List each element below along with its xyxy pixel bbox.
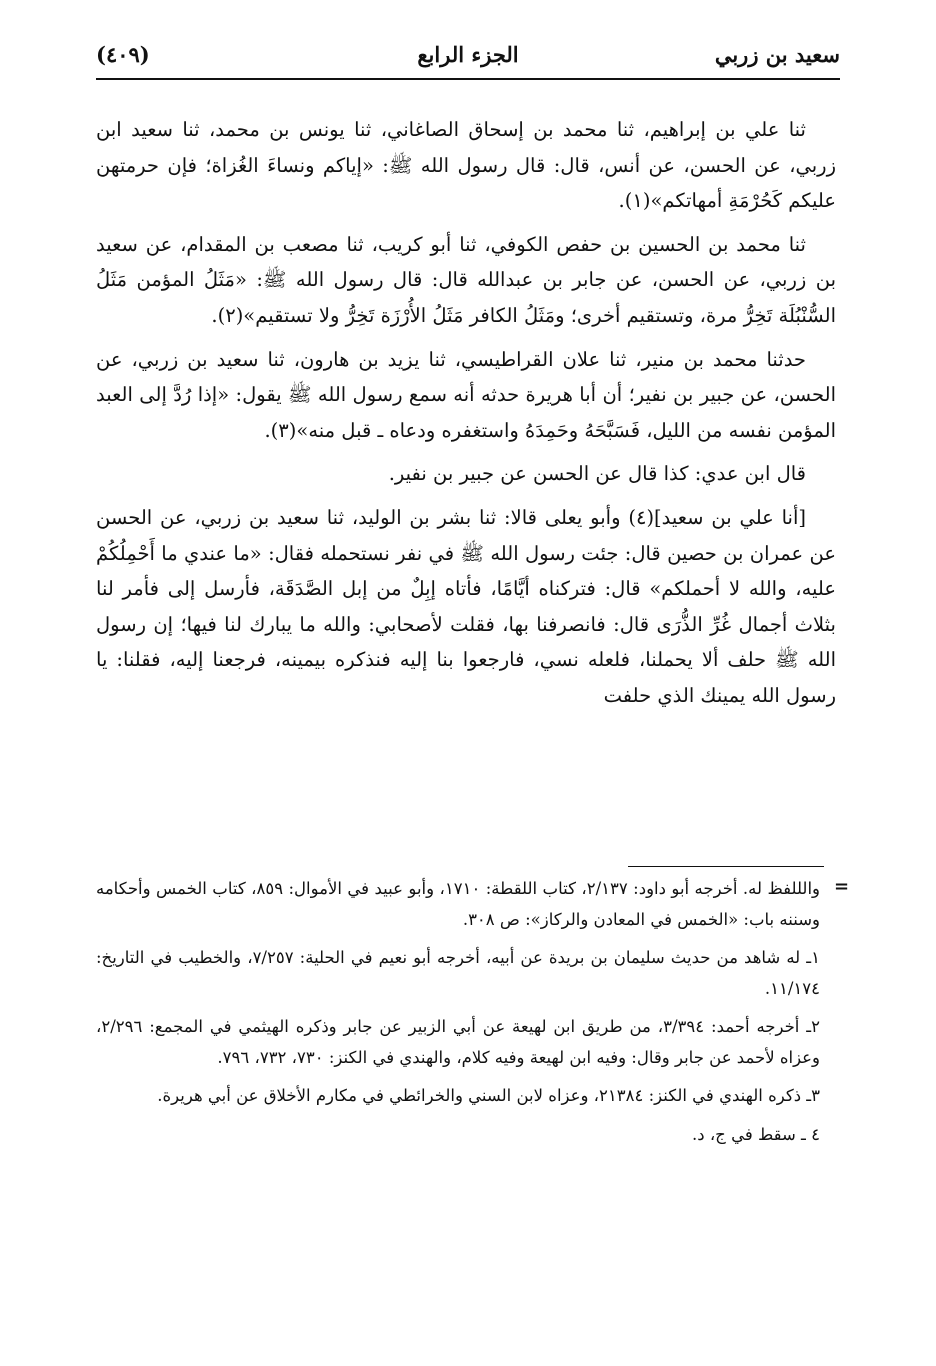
footnote: ٣ـ ذكره الهندي في الكنز: ٢١٣٨٤، وعزاه لابن السني والخرائطي في مكارم الأخلاق عن أبي هريرة. [157,1086,820,1105]
running-title: سعيد بن زربي [714,42,840,67]
footnote: ٤ ـ سقط في ج، د. [692,1124,820,1144]
footnote: ١ـ له شاهد من حديث سليمان بن بريدة عن أبيه، أخرجه أبو نعيم في الحلية: ٧/٢٥٧، والخطيب في التاريخ: ١١/١٧٤. [96,948,820,998]
volume-title: الجزء الرابع [417,42,519,67]
page-header [96,40,840,76]
page-number: (٤٠٩) [96,42,150,67]
main-text [96,112,836,722]
footnote: والللفظ له. أخرجه أبو داود: ٢/١٣٧، كتاب اللقطة: ١٧١٠، وأبو عبيد في الأموال: ٨٥٩، كتاب الخمس وأحكامه وسننه باب: «الخمس في المعادن والركاز»: ص ٣٠٨. [96,879,821,929]
footnote-continuation-marker: = [834,876,850,897]
footnote: ٢ـ أخرجه أحمد: ٣/٣٩٤، من طريق ابن لهيعة عن أبي الزبير عن جابر وذكره الهيثمي في المجمع: ٢/٢٩٦، وعزاه لأحمد عن جابر وقال: وفيه ابن لهيعة وفيه كلام، والهندي في الكنز: ٧٣٠، ٧٣٢، ٧٩٦. [96,1017,820,1067]
hadith-paragraph: حدثنا محمد بن منير، ثنا علان القراطيسي، ثنا يزيد بن هارون، ثنا سعيد بن زربي، عن الحسن، عن جبير بن نفير؛ أن أبا هريرة حدثه أنه سمع رسول الله ﷺ يقول: «إذا رُدَّ إلى العبد المؤمن نفسه من الليل، فَسَبَّحَهُ وحَمِدَهُ واستغفره ودعاه ـ قبل منه»(٣). [96,347,836,442]
commentary-paragraph: قال ابن عدي: كذا قال عن الحسن عن جبير بن نفير. [388,462,806,486]
hadith-paragraph: [أنا علي بن سعيد](٤) وأبو يعلى قالا: ثنا بشر بن الوليد، ثنا سعيد بن زربي، عن الحسن عن عمران بن حصين قال: جئت رسول الله ﷺ في نفر نستحمله فقال: «ما عندي ما أَحْمِلُكُمْ عليه، والله لا أحملكم» قال: فتركناه أيَّامًا، فأتاه إبِلٌ من إبل الصَّدَقَة، فأرسل إلى فأمر لنا بثلاث أجمال غُرِّ الذُّرَى قال: فانصرفنا بها، فقلت لأصحابي: والله ما يبارك لنا فيها؛ إن رسول الله ﷺ حلف ألا يحملنا، فلعله نسي، فارجعوا بنا إليه فنذكره بيمينه، فرجعنا إليه، فقلنا: يا رسول الله يمينك الذي حلفت [96,505,836,707]
footnote-separator [628,866,824,867]
hadith-paragraph: ثنا علي بن إبراهيم، ثنا محمد بن إسحاق الصاغاني، ثنا يونس بن محمد، ثنا سعيد ابن زربي، عن الحسن، عن أنس، قال: قال رسول الله ﷺ: «إياكم ونساءَ الغُزاة؛ فإن حرمتهن عليكم كَحُرْمَةِ أمهاتكم»(١). [96,118,836,213]
footnotes [96,874,820,1158]
header-rule [96,78,840,80]
hadith-paragraph: ثنا محمد بن الحسين بن حفص الكوفي، ثنا أبو كريب، ثنا مصعب بن المقدام، عن سعيد بن زربي، عن الحسن، عن جابر بن عبدالله قال: قال رسول الله ﷺ: «مَثَلُ المؤمن مَثَلُ السُّنْبُلَة تَخِرُّ مرة، وتستقيم أخرى؛ ومَثَلُ الكافر مَثَلُ الأُرْزَة تَخِرُّ ولا تستقيم»(٢). [96,232,836,327]
